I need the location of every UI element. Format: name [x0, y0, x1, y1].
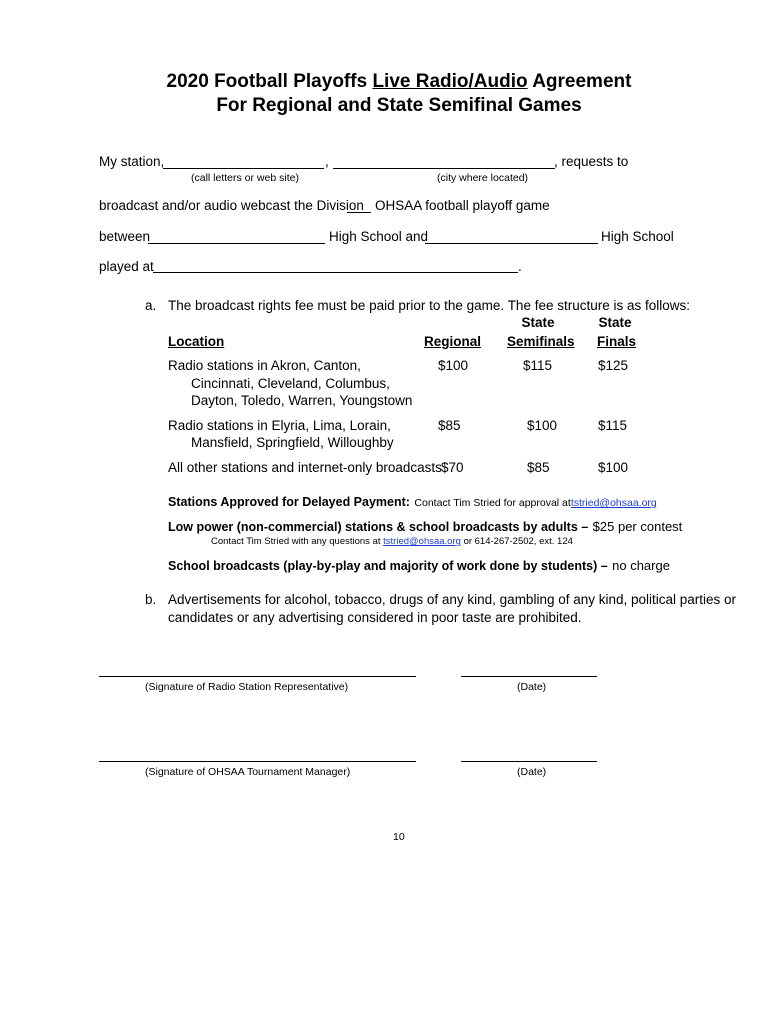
delayed-payment	[168, 493, 657, 511]
row3-semifinals: $85	[527, 460, 550, 475]
regional-header: Regional	[424, 334, 482, 349]
school-broadcasts	[168, 557, 670, 575]
delayed-email-link[interactable]: tstried@ohsaa.org	[570, 497, 657, 509]
row2-finals: $115	[598, 418, 628, 433]
row1-line1: Radio stations in Akron, Canton,	[168, 358, 361, 373]
home-school-field[interactable]	[148, 243, 325, 244]
row2-line1: Radio stations in Elyria, Lima, Lorain,	[168, 418, 391, 433]
finals-header: Finals	[597, 334, 637, 349]
manager-caption: (Signature of OHSAA Tournament Manager)	[145, 766, 351, 778]
row2-semifinals: $100	[527, 418, 558, 433]
contact-email-link[interactable]: tstried@ohsaa.org	[383, 536, 461, 547]
contact-phone: or 614-267-2502, ext. 124	[463, 536, 573, 547]
row1-line2: Cincinnati, Cleveland, Columbus,	[191, 376, 390, 391]
between-label: between	[99, 229, 151, 244]
division-field[interactable]	[347, 212, 371, 213]
title-prefix: 2020 Football Playoffs	[166, 71, 373, 92]
delayed-bold: Stations Approved for Delayed Payment:	[168, 495, 410, 509]
state-header-semifinals: State	[521, 315, 555, 330]
page-number: 10	[393, 831, 405, 843]
row1-semifinals: $115	[523, 358, 553, 373]
played-at-end: .	[518, 259, 522, 274]
fee-intro: The broadcast rights fee must be paid prior to the game. The fee structure is as follows:	[168, 298, 691, 313]
section-b-line2: candidates or any advertising considered in poor taste are prohibited.	[168, 610, 582, 625]
high-school-and: High School and	[329, 229, 429, 244]
city-field[interactable]	[333, 168, 555, 169]
broadcast-suffix: OHSAA football playoff game	[375, 198, 550, 213]
station-rep-date-line[interactable]	[461, 676, 597, 677]
title-line-2: For Regional and State Semifinal Games	[216, 95, 582, 116]
date-caption-2: (Date)	[517, 766, 547, 778]
station-rep-signature-line[interactable]	[99, 676, 416, 677]
high-school: High School	[601, 229, 674, 244]
school-text: no charge	[612, 558, 670, 573]
state-header-finals: State	[598, 315, 632, 330]
delayed-text: Contact Tim Stried for approval at	[414, 497, 571, 509]
school-bold: School broadcasts (play-by-play and majority of work done by students) –	[168, 559, 608, 573]
section-b-line1: Advertisements for alcohol, tobacco, drugs of any kind, gambling of any kind, political parties or	[168, 592, 737, 607]
played-at-label: played at	[99, 259, 154, 274]
station-label: My station,	[99, 154, 165, 169]
row1-regional: $100	[438, 358, 469, 373]
lowpower-text: $25 per contest	[592, 519, 683, 534]
city-caption: (city where located)	[437, 172, 529, 184]
row1-line3: Dayton, Toledo, Warren, Youngstown	[191, 393, 413, 408]
contact-line	[211, 536, 573, 547]
call-letters-caption: (call letters or web site)	[191, 172, 299, 184]
broadcast-prefix: broadcast and/or audio webcast the Division	[99, 198, 364, 213]
section-b-marker: b.	[145, 592, 157, 607]
low-power	[168, 518, 682, 536]
title-line-1	[0, 71, 770, 93]
section-a-marker: a.	[145, 298, 157, 313]
title-suffix: Agreement	[527, 71, 632, 92]
semifinals-header: Semifinals	[507, 334, 575, 349]
station-rep-caption: (Signature of Radio Station Representative)	[145, 681, 349, 693]
location-header: Location	[168, 334, 225, 349]
manager-date-line[interactable]	[461, 761, 597, 762]
row3-line1: All other stations and internet-only broadcasts	[168, 460, 442, 475]
venue-field[interactable]	[153, 272, 518, 273]
away-school-field[interactable]	[425, 243, 598, 244]
title-underlined: Live Radio/Audio	[372, 71, 528, 92]
row3-regional: $70	[441, 460, 464, 475]
requests-to: , requests to	[554, 154, 629, 169]
row1-finals: $125	[598, 358, 629, 373]
comma: ,	[325, 154, 329, 169]
lowpower-bold: Low power (non-commercial) stations & school broadcasts by adults –	[168, 520, 589, 534]
manager-signature-line[interactable]	[99, 761, 416, 762]
row2-line2: Mansfield, Springfield, Willoughby	[191, 435, 394, 450]
contact-text: Contact Tim Stried with any questions at	[211, 536, 381, 547]
row3-finals: $100	[598, 460, 629, 475]
call-letters-field[interactable]	[163, 168, 324, 169]
date-caption-1: (Date)	[517, 681, 547, 693]
row2-regional: $85	[438, 418, 461, 433]
